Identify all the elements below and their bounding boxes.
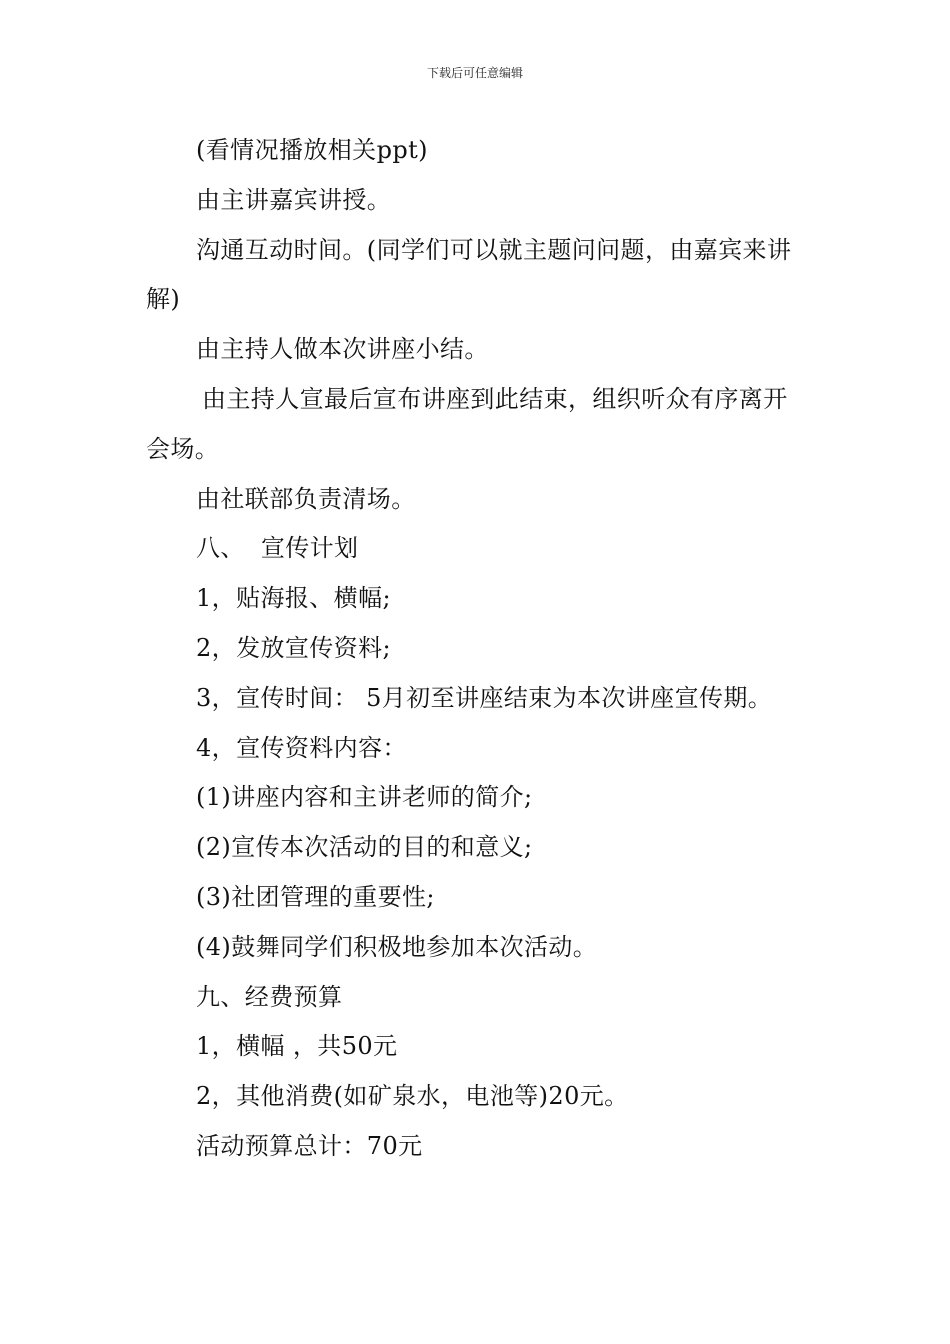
list-item: 4，宣传资料内容： xyxy=(196,733,407,762)
section-heading-publicity: 八、 宣传计划 xyxy=(196,534,359,563)
sub-list-item: (4)鼓舞同学们积极地参加本次活动。 xyxy=(196,932,598,961)
sub-list-item: (2)宣传本次活动的目的和意义; xyxy=(196,833,533,862)
paragraph-interaction-time: 沟通互动时间。(同学们可以就主题问问题，由嘉宾来讲解) xyxy=(146,235,792,314)
list-item: 2，发放宣传资料; xyxy=(196,633,391,662)
paragraph-cleanup: 由社联部负责清场。 xyxy=(196,484,416,513)
paragraph-host-summary: 由主持人做本次讲座小结。 xyxy=(196,335,489,364)
document-body xyxy=(146,126,810,1172)
sub-list-item: (1)讲座内容和主讲老师的简介; xyxy=(196,783,533,812)
section-heading-budget: 九、经费预算 xyxy=(196,982,343,1011)
page-header: 下载后可任意编辑 xyxy=(426,66,523,80)
paragraph-guest-lecture: 由主讲嘉宾讲授。 xyxy=(196,185,392,214)
paragraph-lecture-end: 由主持人宣最后宣布讲座到此结束，组织听众有序离开会场。 xyxy=(146,384,788,463)
list-item: 3，宣传时间： 5月初至讲座结束为本次讲座宣传期。 xyxy=(196,683,773,712)
paragraph-ppt-note: (看情况播放相关ppt) xyxy=(196,136,428,164)
sub-list-item: (3)社团管理的重要性; xyxy=(196,882,435,911)
budget-total: 活动预算总计：70元 xyxy=(196,1131,423,1160)
list-item: 1，横幅 ，共50元 xyxy=(196,1032,398,1061)
list-item: 1，贴海报、横幅; xyxy=(196,584,391,613)
list-item: 2，其他消费(如矿泉水，电池等)20元。 xyxy=(196,1082,629,1111)
